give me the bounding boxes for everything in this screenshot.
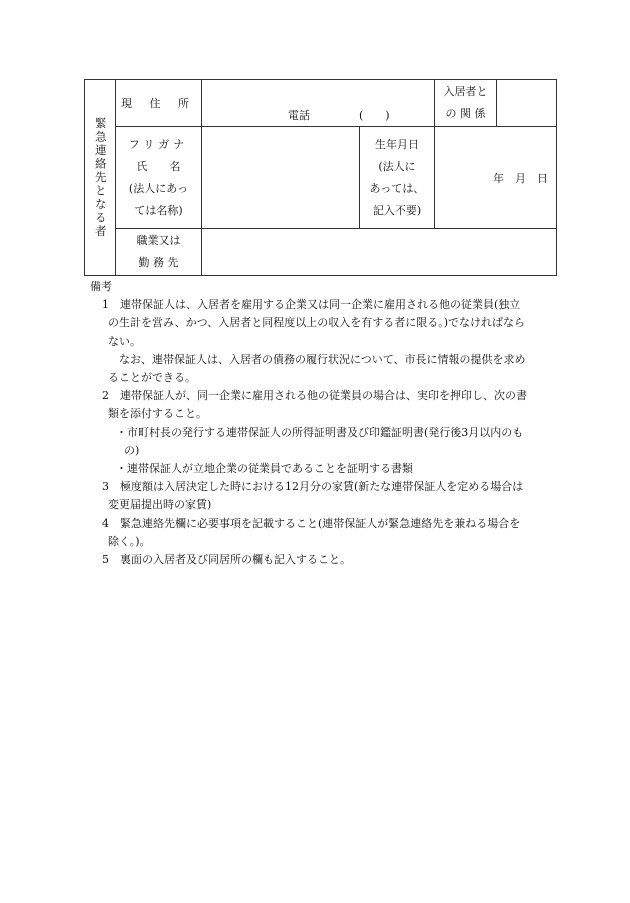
note-line: ない。	[108, 334, 141, 348]
note-number: 2	[102, 389, 109, 403]
note-line: 変更届提出時の家賃)	[108, 498, 212, 512]
section-label: 緊急連絡先となる者	[93, 116, 108, 239]
address-field[interactable]	[202, 80, 435, 127]
relation-field[interactable]	[497, 80, 557, 127]
note-item	[86, 296, 560, 351]
note-item	[86, 424, 560, 460]
address-label: 現 住 所	[121, 97, 196, 110]
birth-date-field[interactable]	[435, 127, 557, 229]
note-number: 1	[102, 298, 109, 312]
birth-date-text: 年 月 日	[493, 171, 548, 185]
name-label-3: (法人にあっ	[128, 181, 189, 195]
note-line: の生計を営み、かつ、入居者と同程度以上の収入を有する者に限る。)でなければなら	[108, 316, 526, 330]
name-label-cell	[116, 127, 202, 229]
note-item	[86, 351, 560, 387]
note-line: の)	[124, 443, 140, 457]
name-label-2: 氏 名	[136, 159, 181, 173]
note-line: 連帯保証人は、入居者を雇用する企業又は同一企業に雇用される他の従業員(独立	[120, 298, 521, 312]
note-line: 裏面の入居者及び同居所の欄も記入すること。	[120, 553, 351, 567]
note-item	[86, 515, 560, 551]
note-item	[86, 551, 560, 569]
notes-heading: 備考	[90, 280, 112, 293]
birth-label-4: 記入不要)	[372, 203, 422, 217]
note-line: ・市町村長の発行する連帯保証人の所得証明書及び印鑑証明書(発行後3月以内のも	[116, 425, 524, 439]
emergency-contact-table	[84, 79, 557, 276]
note-line: なお、連帯保証人は、入居者の債務の履行状況について、市長に情報の提供を求め	[119, 352, 526, 366]
note-item	[86, 478, 560, 514]
phone-label: 電話	[288, 109, 310, 122]
phone-parens: ( )	[359, 109, 390, 122]
name-label-1: フリガナ	[128, 137, 189, 151]
work-label-cell	[116, 229, 202, 276]
birth-label-1: 生年月日	[375, 137, 419, 151]
note-line: ・連帯保証人が立地企業の従業員であることを証明する書類	[116, 462, 413, 476]
section-label-cell	[85, 80, 116, 276]
notes-section	[86, 278, 560, 569]
note-number: 3	[102, 480, 109, 494]
note-item	[86, 460, 560, 478]
birth-label-2: (法人に	[378, 159, 416, 173]
note-line: 極度額は入居決定した時における12月分の家賃(新たな連帯保証人を定める場合は	[120, 480, 524, 494]
note-item	[86, 387, 560, 423]
note-line: 除く。)。	[108, 534, 151, 548]
note-line: 類を添付すること。	[108, 407, 207, 421]
name-field[interactable]	[202, 127, 360, 229]
note-line: 連帯保証人が、同一企業に雇用される他の従業員の場合は、実印を押印し、次の書	[120, 389, 527, 403]
note-number: 5	[102, 553, 109, 567]
relation-label-1: 入居者と	[443, 85, 488, 98]
note-line: ることができる。	[108, 371, 196, 385]
birth-label-cell	[360, 127, 435, 229]
note-number: 4	[102, 516, 109, 530]
work-label-2: 勤 務 先	[138, 256, 179, 269]
name-label-4: ては名称)	[134, 203, 183, 217]
work-field[interactable]	[202, 229, 557, 276]
address-label-cell	[116, 80, 202, 127]
note-line: 緊急連絡先欄に必要事項を記載すること(連帯保証人が緊急連絡先を兼ねる場合を	[120, 516, 521, 530]
relation-label-cell	[435, 80, 497, 127]
relation-label-2: の 関 係	[445, 107, 486, 120]
birth-label-3: あっては、	[369, 181, 425, 195]
work-label-1: 職業又は	[136, 234, 181, 247]
